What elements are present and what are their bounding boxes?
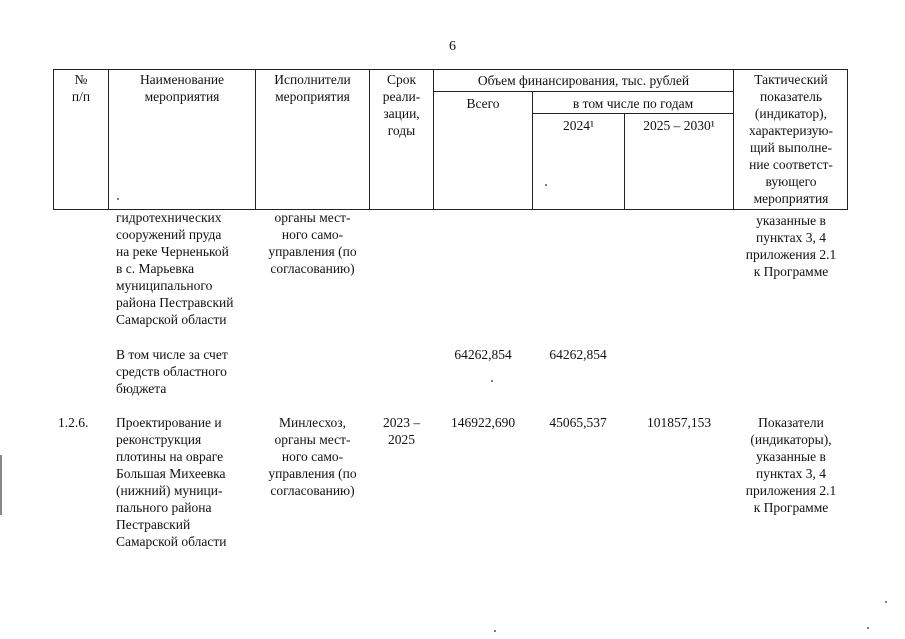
row-divider	[532, 113, 733, 114]
scan-speck	[494, 630, 496, 632]
row-number: 1.2.6.	[58, 415, 89, 430]
row-executors: Минлесхоз, органы мест- ного само- управления (по согласованию)	[268, 415, 357, 498]
header-number: № п/п	[71, 72, 91, 104]
row-year-2024: 64262,854	[549, 347, 607, 362]
scan-speck	[117, 198, 119, 200]
header-funding: Объем финансирования, тыс. рублей	[477, 73, 690, 88]
row-name: Проектирование и реконструкция плотины на овраге Большая Михеевка (нижний) муници- пального района Пестравский Самарской области	[116, 415, 227, 549]
header-year-2025-2030: 2025 – 2030¹	[643, 118, 715, 133]
row-indicator: Показатели (индикаторы), указанные в пунктах 3, 4 приложения 2.1 к Программе	[745, 415, 837, 515]
scan-speck	[867, 627, 869, 629]
header-indicator: Тактический показатель (индикатор), характеризую- щий выполне- ние соответст- вующего мероприятия	[749, 72, 833, 206]
header-year-2024: 2024¹	[562, 118, 595, 133]
row-name: В том числе за счет средств областного бюджета	[116, 347, 228, 396]
row-divider	[433, 91, 733, 92]
header-term: Срок реали- зации, годы	[382, 72, 421, 138]
header-executors: Исполнители мероприятия	[274, 72, 351, 104]
page-number: 6	[449, 39, 456, 54]
header-by-years: в том числе по годам	[572, 96, 694, 111]
row-total: 64262,854	[454, 347, 512, 362]
scan-speck	[545, 184, 547, 186]
row-indicator: указанные в пунктах 3, 4 приложения 2.1 к Программе	[745, 213, 837, 279]
row-executors: органы мест- ного само- управления (по согласованию)	[268, 210, 357, 276]
row-year-2024: 45065,537	[549, 415, 607, 430]
row-year-2025-2030: 101857,153	[646, 415, 712, 430]
row-term: 2023 – 2025	[382, 415, 421, 447]
header-name: Наименование мероприятия	[139, 72, 225, 104]
header-total: Всего	[466, 96, 500, 111]
scan-speck	[491, 380, 493, 382]
row-total: 146922,690	[450, 415, 516, 430]
row-name: гидротехнических сооружений пруда на реке Черненькой в с. Марьевка муниципального района Пестравский Самарской области	[116, 210, 234, 327]
scan-speck	[885, 601, 887, 603]
scan-edge	[0, 455, 2, 515]
